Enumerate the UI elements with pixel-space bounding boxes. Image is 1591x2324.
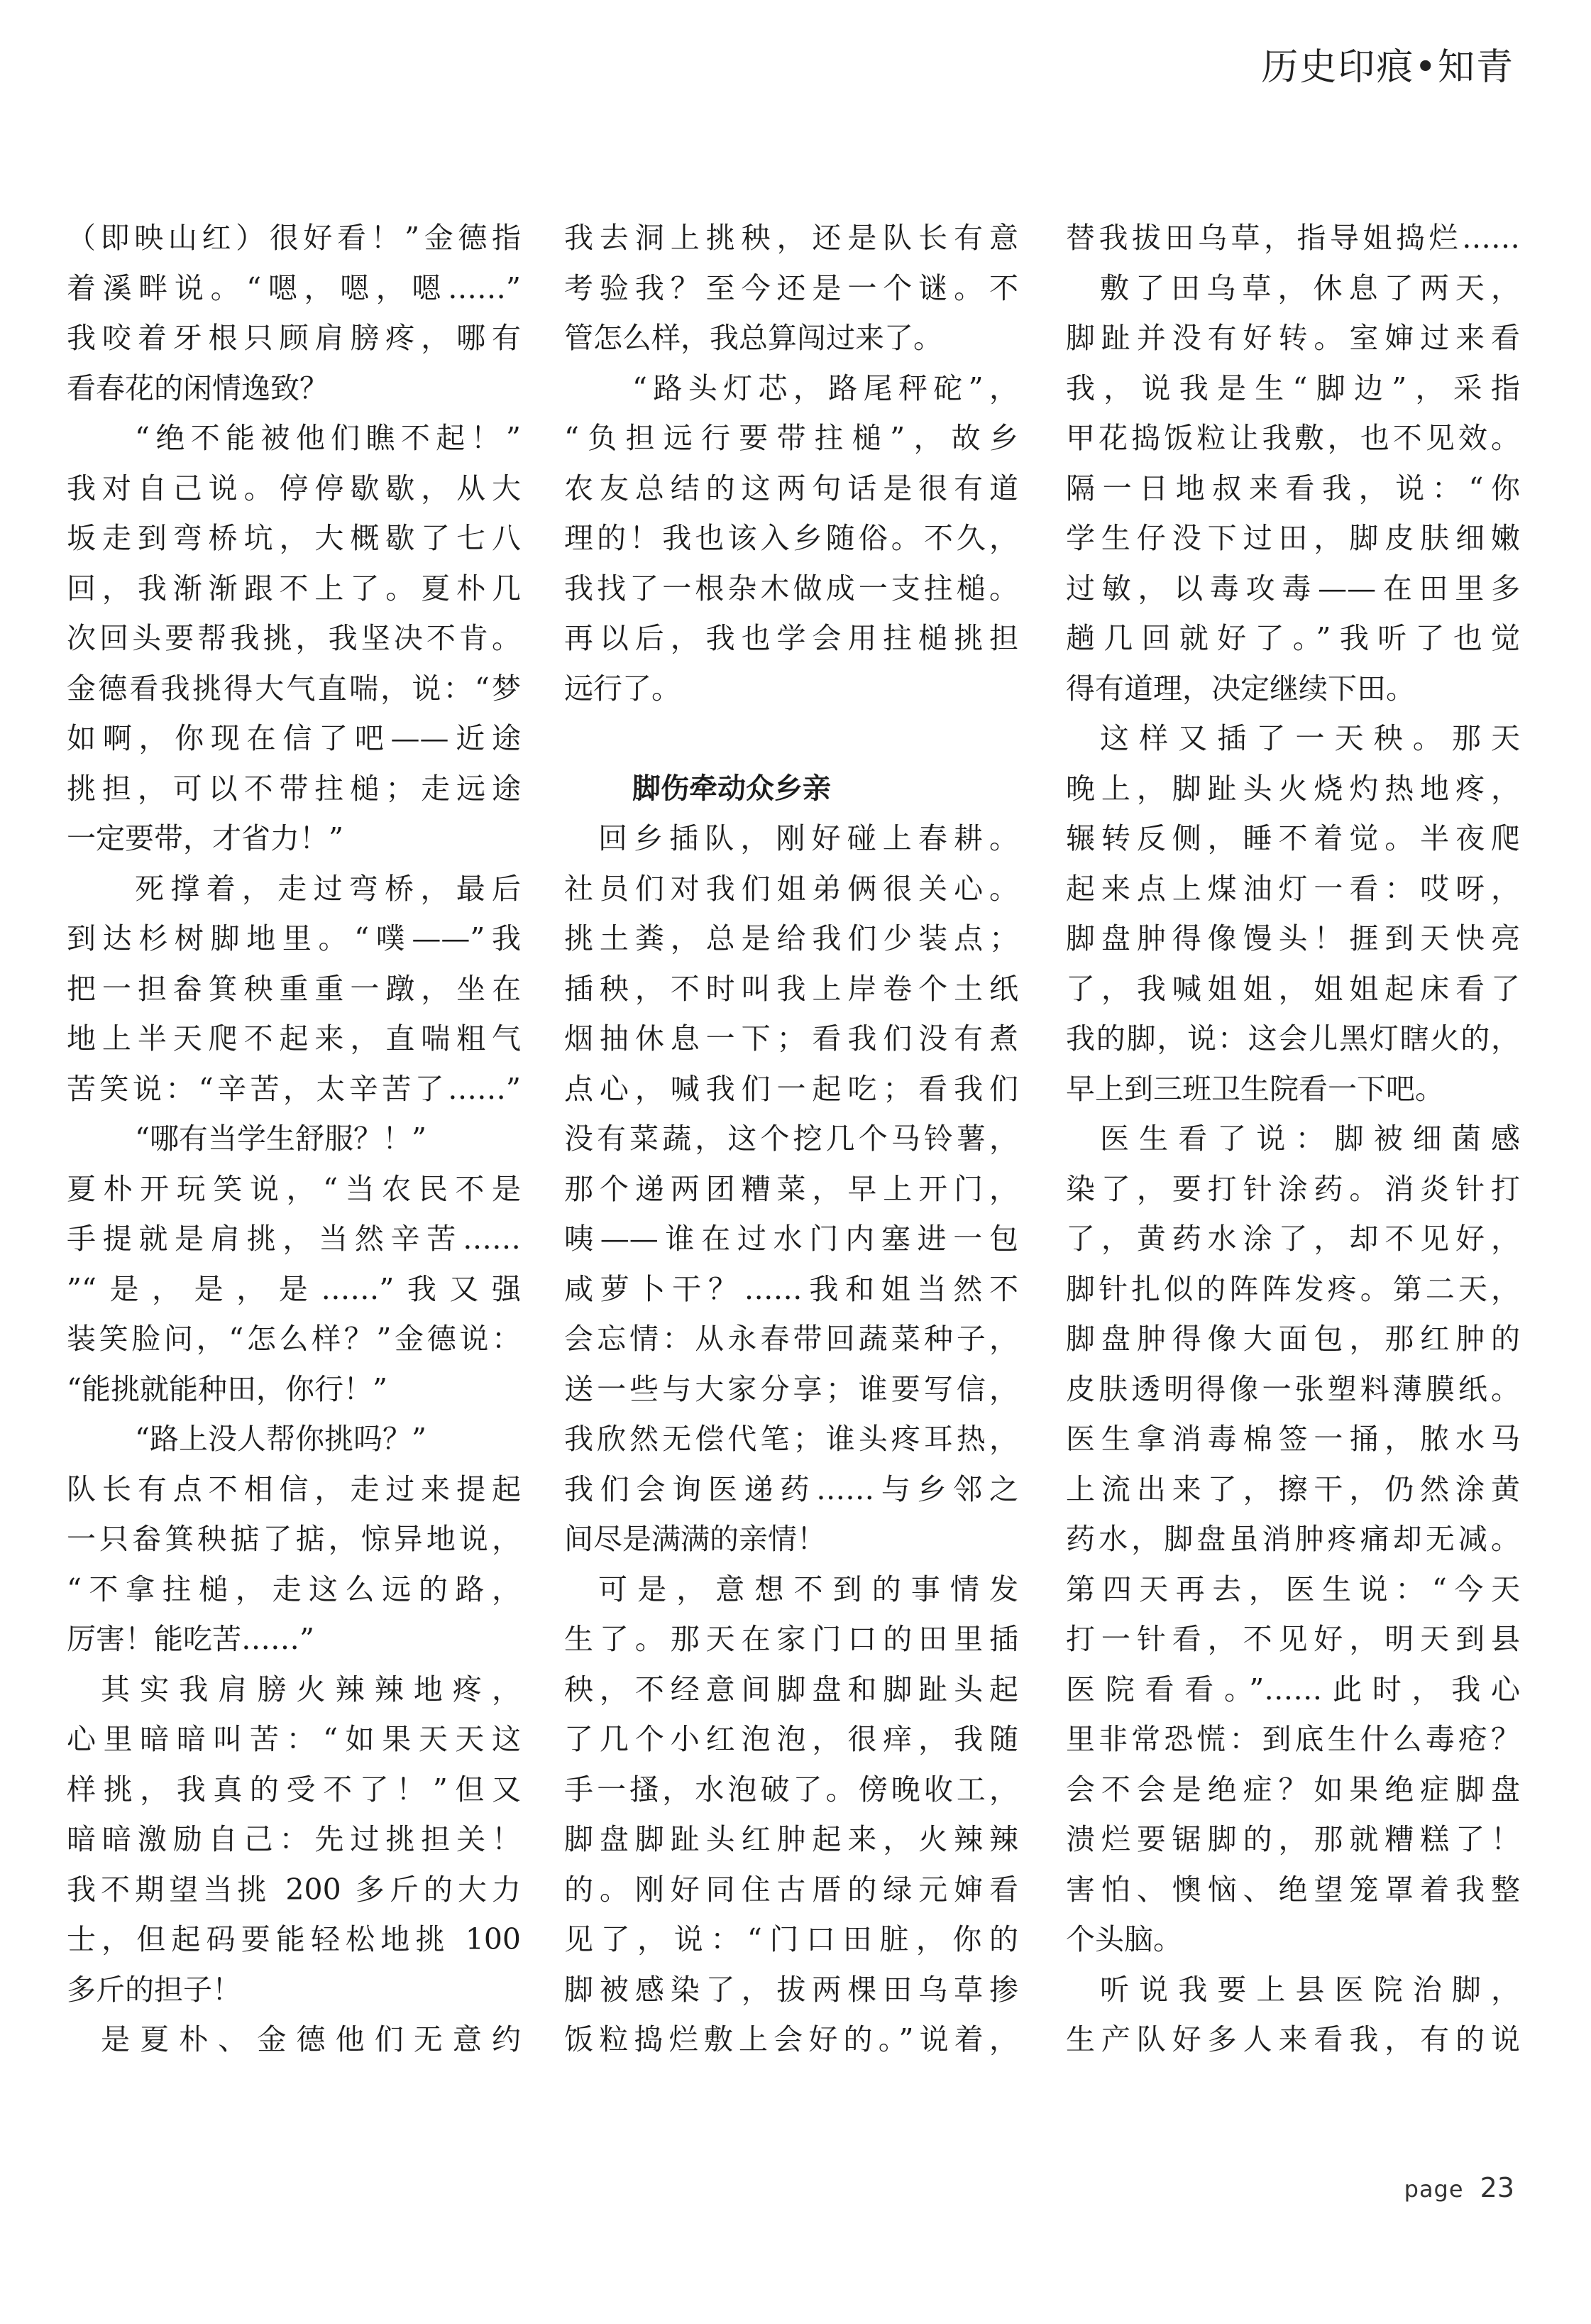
text-line: 这样又插了一天秧。那天 <box>1100 721 1520 755</box>
text-line: 学生仔没下过田，脚皮肤细嫩 <box>1066 521 1520 555</box>
text-line: 的。刚好同住古厝的绿元婶看 <box>564 1872 1018 1907</box>
text-line: 了几个小红泡泡，很痒，我随 <box>564 1722 1018 1756</box>
text-line: 脚趾并没有好转。室婶过来看 <box>1066 321 1520 355</box>
text-line: 次回头要帮我挑，我坚决不肯。 <box>67 621 521 655</box>
text-line: 医院看看。”……此时，我心 <box>1066 1672 1520 1706</box>
text-line: 夏朴开玩笑说，“当农民不是 <box>67 1171 521 1206</box>
text-line: 皮肤透明得像一张塑料薄膜纸。 <box>1066 1371 1520 1406</box>
text-line: “不拿拄槌，走这么远的路， <box>67 1572 521 1606</box>
text-line: 脚盘肿得像馒头！捱到天快亮 <box>1066 921 1520 955</box>
text-line: 辗转反侧，睡不着觉。半夜爬 <box>1066 821 1520 855</box>
text-line: 那个递两团糟菜，早上开门， <box>564 1171 1018 1206</box>
text-line: 我找了一根杂木做成一支拄槌。 <box>564 571 1018 605</box>
text-line: 回，我渐渐跟不上了。夏朴几 <box>67 571 521 605</box>
text-line: 间尽是满满的亲情！ <box>564 1522 826 1556</box>
page-label: page <box>1404 2176 1464 2203</box>
text-line: 一定要带，才省力！” <box>67 821 343 855</box>
text-line: 饭粒捣烂敷上会好的。”说着， <box>564 2022 1018 2056</box>
text-line: 医生看了说：脚被细菌感 <box>1100 1122 1520 1156</box>
text-line: 社员们对我们姐弟俩很关心。 <box>564 871 1018 906</box>
text-line: “路上没人帮你挑吗？” <box>135 1422 426 1456</box>
text-line: 我，说我是生“脚边”，采指 <box>1066 371 1520 405</box>
text-line: 我咬着牙根只顾肩膀疼，哪有 <box>67 321 521 355</box>
text-line: 苦笑说：“辛苦，太辛苦了……” <box>67 1071 521 1106</box>
text-column-1 <box>67 213 521 2065</box>
text-line: 到达杉树脚地里。“噗——”我 <box>67 921 521 955</box>
text-line: 没有菜蔬，这个挖几个马铃薯， <box>564 1122 1018 1156</box>
text-line: 医生拿消毒棉签一捅，脓水马 <box>1066 1422 1520 1456</box>
text-line: 染了，要打针涂药。消炎针打 <box>1066 1171 1520 1206</box>
text-line: 是夏朴、金德他们无意约 <box>101 2022 521 2056</box>
text-line: 一只畚箕秧掂了掂，惊异地说， <box>67 1522 521 1556</box>
text-line: 脚盘肿得像大面包，那红肿的 <box>1066 1322 1520 1356</box>
text-line: “能挑就能种田，你行！” <box>67 1371 387 1406</box>
text-line: 死撑着，走过弯桥，最后 <box>135 871 521 906</box>
text-line: 敷了田乌草，休息了两天， <box>1100 270 1520 305</box>
text-line: 甲花捣饭粒让我敷，也不见效。 <box>1066 421 1520 455</box>
text-line: 第四天再去，医生说：“今天 <box>1066 1572 1520 1606</box>
page-footer <box>1404 2172 1514 2203</box>
section-heading: 脚伤牵动众乡亲 <box>632 772 831 805</box>
text-line: 金德看我挑得大气直喘，说：“梦 <box>67 671 521 706</box>
text-line: 着溪畔说。“嗯，嗯，嗯……” <box>67 270 521 305</box>
text-line: 远行了。 <box>564 671 681 706</box>
text-line: 了，我喊姐姐，姐姐起床看了 <box>1066 971 1520 1006</box>
text-line: “绝不能被他们瞧不起！” <box>135 421 521 455</box>
text-line: 隔一日地叔来看我，说：“你 <box>1066 471 1520 505</box>
text-line: 了，黄药水涂了，却不见好， <box>1066 1222 1520 1256</box>
text-line: 我对自己说。停停歇歇，从大 <box>67 471 521 505</box>
text-line: 士，但起码要能轻松地挑 100 <box>67 1922 521 1956</box>
text-line: 起来点上煤油灯一看：哎呀， <box>1066 871 1520 906</box>
text-line: “路头灯芯，路尾秤砣”， <box>632 371 1018 405</box>
text-column-2 <box>564 213 1018 2065</box>
text-line: 里非常恐慌：到底生什么毒疮？ <box>1066 1722 1520 1756</box>
text-line: 我不期望当挑 200 多斤的大力 <box>67 1872 521 1907</box>
text-line: 插秧，不时叫我上岸卷个土纸 <box>564 971 1018 1006</box>
text-line: 个头脑。 <box>1066 1922 1182 1956</box>
text-line: 可是，意想不到的事情发 <box>598 1572 1018 1606</box>
text-line: 上流出来了，擦干，仍然涂黄 <box>1066 1471 1520 1506</box>
text-line: 装笑脸问，“怎么样？”金德说： <box>67 1322 521 1356</box>
text-line: 晚上，脚趾头火烧灼热地疼， <box>1066 771 1520 806</box>
text-line: 农友总结的这两句话是很有道 <box>564 471 1018 505</box>
text-line: 再以后，我也学会用拄槌挑担 <box>564 621 1018 655</box>
text-line: 把一担畚箕秧重重一蹾，坐在 <box>67 971 521 1006</box>
text-line: 点心，喊我们一起吃；看我们 <box>564 1071 1018 1106</box>
text-line: 看春花的闲情逸致？ <box>67 371 329 405</box>
text-line: 脚针扎似的阵阵发疼。第二天， <box>1066 1271 1520 1306</box>
text-line: 挑土粪，总是给我们少装点； <box>564 921 1018 955</box>
text-line: （即映山红）很好看！”金德指 <box>67 221 521 255</box>
text-line: 脚盘脚趾头红肿起来，火辣辣 <box>564 1822 1018 1856</box>
text-line: 咦——谁在过水门内塞进一包 <box>564 1222 1018 1256</box>
text-line: 地上半天爬不起来，直喘粗气 <box>67 1021 521 1056</box>
page-number: 23 <box>1480 2172 1514 2203</box>
text-column-3 <box>1066 213 1520 2065</box>
text-line: 脚被感染了，拔两棵田乌草掺 <box>564 1972 1018 2007</box>
text-line: 我的脚，说：这会儿黑灯瞎火的， <box>1066 1021 1520 1056</box>
text-line: 见了，说：“门口田脏，你的 <box>564 1922 1018 1956</box>
text-line: 其实我肩膀火辣辣地疼， <box>101 1672 521 1706</box>
text-line: 趟几回就好了。”我听了也觉 <box>1066 621 1520 655</box>
text-line: 会忘情：从永春带回蔬菜种子， <box>564 1322 1018 1356</box>
section-header: 历史印痕•知青 <box>1261 46 1514 89</box>
text-line: 管怎么样，我总算闯过来了。 <box>564 321 942 355</box>
text-line: 打一针看，不见好，明天到县 <box>1066 1622 1520 1656</box>
text-line: 过敏，以毒攻毒——在田里多 <box>1066 571 1520 605</box>
text-line: 药水，脚盘虽消肿疼痛却无减。 <box>1066 1522 1520 1556</box>
text-line: 咸萝卜干？……我和姐当然不 <box>564 1271 1018 1306</box>
text-line: 替我拔田乌草，指导姐捣烂…… <box>1066 221 1520 255</box>
text-line: 手提就是肩挑，当然辛苦…… <box>67 1222 521 1256</box>
text-line: 送一些与大家分享；谁要写信， <box>564 1371 1018 1406</box>
text-line: 队长有点不相信，走过来提起 <box>67 1471 521 1506</box>
text-line: 厉害！能吃苦……” <box>67 1622 314 1656</box>
text-line: 害怕、懊恼、绝望笼罩着我整 <box>1066 1872 1520 1907</box>
text-line: 秧，不经意间脚盘和脚趾头起 <box>564 1672 1018 1706</box>
text-line: 我去洞上挑秧，还是队长有意 <box>564 221 1018 255</box>
text-line <box>564 713 1018 764</box>
text-line: 暗暗激励自己：先过挑担关！ <box>67 1822 521 1856</box>
text-line: 生产队好多人来看我，有的说 <box>1066 2022 1520 2056</box>
text-line: 得有道理，决定继续下田。 <box>1066 671 1415 706</box>
text-line: 挑担，可以不带拄槌；走远途 <box>67 771 521 806</box>
text-line: 早上到三班卫生院看一下吧。 <box>1066 1071 1444 1106</box>
text-line: 溃烂要锯脚的，那就糟糕了！ <box>1066 1822 1520 1856</box>
text-line: “哪有当学生舒服？！” <box>135 1122 426 1156</box>
text-line: 生了。那天在家门口的田里插 <box>564 1622 1018 1656</box>
text-line: 我们会询医递药……与乡邻之 <box>564 1471 1018 1506</box>
text-line: 听说我要上县医院治脚， <box>1100 1972 1520 2007</box>
text-line: ”“是，是，是……”我又强 <box>67 1271 521 1306</box>
text-line: 多斤的担子！ <box>67 1972 241 2007</box>
text-line: 会不会是绝症？如果绝症脚盘 <box>1066 1772 1520 1807</box>
text-line: “负担远行要带拄槌”，故乡 <box>564 421 1018 455</box>
text-line: 我欣然无偿代笔；谁头疼耳热， <box>564 1422 1018 1456</box>
text-line: 考验我？至今还是一个谜。不 <box>564 270 1018 305</box>
text-line: 回乡插队，刚好碰上春耕。 <box>598 821 1018 855</box>
text-line: 坂走到弯桥坑，大概歇了七八 <box>67 521 521 555</box>
text-line: 手一搔，水泡破了。傍晚收工， <box>564 1772 1018 1807</box>
text-line: 如啊，你现在信了吧——近途 <box>67 721 521 755</box>
text-line: 心里暗暗叫苦：“如果天天这 <box>67 1722 521 1756</box>
text-line: 烟抽休息一下；看我们没有煮 <box>564 1021 1018 1056</box>
text-line: 样挑，我真的受不了！”但又 <box>67 1772 521 1807</box>
text-line: 理的！我也该入乡随俗。不久， <box>564 521 1018 555</box>
